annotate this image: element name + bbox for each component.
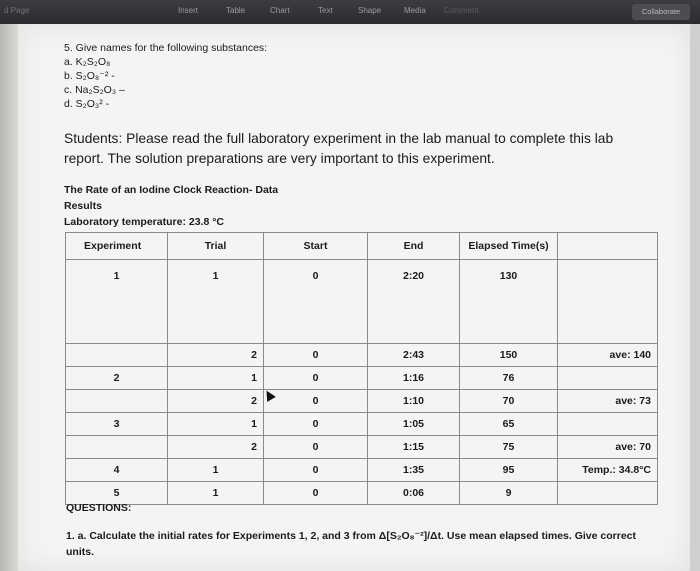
results-label: Results — [64, 200, 102, 212]
cell-experiment: 2 — [66, 367, 168, 390]
cell-end: 1:16 — [368, 367, 460, 390]
app-toolbar — [0, 0, 700, 24]
cell-trial: 1 — [168, 482, 264, 505]
toolbar-insert[interactable]: Insert — [178, 6, 199, 15]
cell-start: 0 — [264, 390, 368, 413]
toolbar-text[interactable]: Text — [318, 6, 333, 15]
page-shadow — [0, 24, 18, 571]
table-row — [66, 459, 658, 482]
question1: 1. a. Calculate the initial rates for Experiments 1, 2, and 3 from Δ[S₂O₈⁻²]/Δt. Use mean elapsed times. Give correct units. — [66, 530, 636, 558]
question5-heading: 5. Give names for the following substances: — [64, 42, 268, 54]
table-row — [66, 436, 658, 459]
cell-start: 0 — [264, 413, 368, 436]
cell-end: 1:15 — [368, 436, 460, 459]
collaborate-button[interactable]: Collaborate — [632, 4, 690, 20]
table-row — [66, 482, 658, 505]
cell-elapsed: 65 — [460, 413, 558, 436]
toolbar-shape[interactable]: Shape — [358, 6, 382, 15]
cell-experiment: 4 — [66, 459, 168, 482]
cell-elapsed: 150 — [460, 344, 558, 367]
students-note: Students: Please read the full laboratory experiment in the lab manual to complete this lab report. The solution preparations are very important to this experiment. — [64, 131, 614, 166]
cell-experiment — [66, 390, 168, 413]
cell-note: ave: 73 — [558, 390, 658, 413]
cell-elapsed: 75 — [460, 436, 558, 459]
cell-experiment — [66, 344, 168, 367]
cell-start: 0 — [264, 436, 368, 459]
cell-end: 0:06 — [368, 482, 460, 505]
cell-note — [558, 413, 658, 436]
cell-trial: 2 — [168, 436, 264, 459]
cell-end: 2:20 — [368, 260, 460, 344]
cell-start: 0 — [264, 482, 368, 505]
table-row — [66, 260, 658, 344]
cell-note — [558, 367, 658, 390]
lab-temperature: Laboratory temperature: 23.8 °C — [64, 216, 224, 228]
toolbar-media[interactable]: Media — [404, 6, 426, 15]
cell-experiment: 5 — [66, 482, 168, 505]
header-elapsed: Elapsed Time(s) — [460, 233, 558, 260]
cell-trial: 1 — [168, 260, 264, 344]
question5-item-c: c. Na₂S₂O₃ – — [64, 84, 125, 96]
cell-note — [558, 482, 658, 505]
cell-note — [558, 260, 658, 344]
question5-item-a: a. K₂S₂O₈ — [64, 56, 111, 68]
cell-note: ave: 140 — [558, 344, 658, 367]
cell-start: 0 — [264, 367, 368, 390]
table-row — [66, 344, 658, 367]
cell-trial: 1 — [168, 367, 264, 390]
cell-end: 2:43 — [368, 344, 460, 367]
cell-trial: 1 — [168, 459, 264, 482]
cell-experiment — [66, 436, 168, 459]
question5-item-d: d. S₂O₃² - — [64, 98, 110, 110]
header-experiment: Experiment — [66, 233, 168, 260]
cell-trial: 2 — [168, 390, 264, 413]
cell-end: 1:35 — [368, 459, 460, 482]
toolbar-table[interactable]: Table — [226, 6, 246, 15]
table-row — [66, 413, 658, 436]
cell-start: 0 — [264, 344, 368, 367]
header-end: End — [368, 233, 460, 260]
cell-end: 1:05 — [368, 413, 460, 436]
cell-trial: 1 — [168, 413, 264, 436]
cell-elapsed: 95 — [460, 459, 558, 482]
toolbar-comment[interactable]: Comment — [444, 6, 479, 15]
table-row — [66, 390, 658, 413]
header-trial: Trial — [168, 233, 264, 260]
header-notes — [558, 233, 658, 260]
header-start: Start — [264, 233, 368, 260]
page-label[interactable]: d Page — [4, 6, 30, 15]
cell-end: 1:10 — [368, 390, 460, 413]
cell-trial: 2 — [168, 344, 264, 367]
toolbar-chart[interactable]: Chart — [270, 6, 290, 15]
cell-experiment: 1 — [66, 260, 168, 344]
cell-elapsed: 130 — [460, 260, 558, 344]
data-title: The Rate of an Iodine Clock Reaction- Data — [64, 184, 279, 196]
cell-note: Temp.: 34.8°C — [558, 459, 658, 482]
cell-elapsed: 70 — [460, 390, 558, 413]
cell-note: ave: 70 — [558, 436, 658, 459]
cell-start: 0 — [264, 260, 368, 344]
cell-elapsed: 76 — [460, 367, 558, 390]
table-header-row — [66, 233, 658, 260]
cell-start: 0 — [264, 459, 368, 482]
question5-item-b: b. S₂O₈⁻² - — [64, 70, 115, 82]
table-row — [66, 367, 658, 390]
cell-experiment: 3 — [66, 413, 168, 436]
data-table — [65, 232, 658, 505]
cell-elapsed: 9 — [460, 482, 558, 505]
questions-heading: QUESTIONS: — [66, 502, 132, 514]
